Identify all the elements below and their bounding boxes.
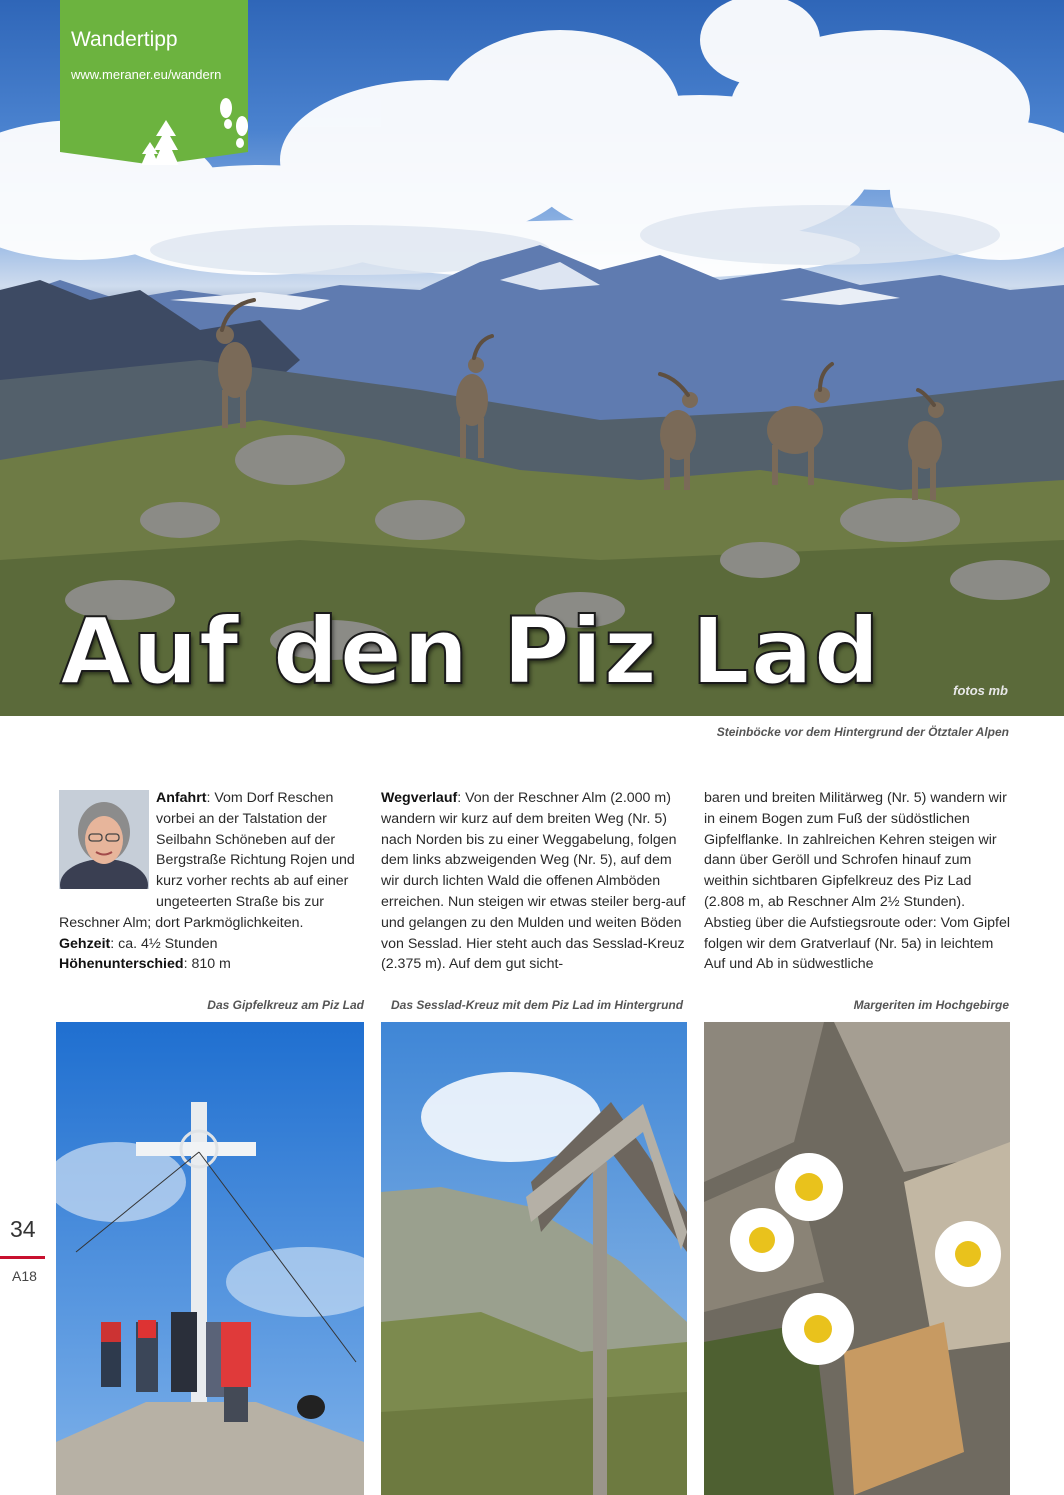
photo-caption-2: Das Sesslad-Kreuz mit dem Piz Lad im Hintergrund (391, 998, 684, 1012)
category-tag (60, 0, 248, 165)
label-hoehenunterschied: Höhenunterschied (59, 956, 184, 973)
page-code: A18 (12, 1268, 37, 1284)
photo-caption-3: Margeriten im Hochgebirge (853, 998, 1009, 1012)
text-wegverlauf: : Von der Reschner Alm (2.000 m) wandern wir kurz auf dem breiten Weg (Nr. 5) nach Norden bis zu einer Weggabelung, folgen dem links abzweigenden Weg (Nr. 5), auf dem wir durch lichten Wald die offenen Almböden erreichen. Nun steigen wir etwas steiler berg-auf und gelangen zu den Mulden und weiten Böden von Sesslad. Hier steht auch das Sesslad-Kreuz (2.375 m). Auf dem gut sicht- (381, 790, 686, 973)
text-anfahrt: : Vom Dorf Reschen vorbei an der Talstation der Seilbahn Schöneben auf der Bergstraße Richtung Rojen und kurz vorher rechts ab auf einer ungeteerten Straße bis zur Reschner Alm; dort Parkmöglichkeiten. (59, 790, 355, 931)
article-column-1 (59, 788, 369, 975)
category-title: Wandertipp (71, 28, 178, 51)
article-title: Auf den Piz Lad (60, 598, 881, 705)
label-anfahrt: Anfahrt (156, 790, 207, 806)
text-hoehenunterschied: : 810 m (183, 956, 231, 973)
paragraph-wegverlauf (381, 788, 689, 975)
paragraph-continuation: baren und breiten Militärweg (Nr. 5) wandern wir in einem Bogen zum Fuß der südöstlichen Gipfelflanke. In zahlreichen Kehren steigen wir dann über Geröll und Schrofen hinauf zum weithin sichtbaren Gipfelkreuz des Piz Lad (2.808 m, ab Reschner Alm 2½ Stunden). Abstieg über die Aufstiegsroute oder: Vom Gipfel folgen wir dem Gratverlauf (Nr. 5a) in leichtem Auf und Ab in südwestliche (704, 790, 1010, 973)
page-accent-bar (0, 1256, 45, 1259)
photo-sesslad-cross (381, 1022, 687, 1495)
text-gehzeit: : ca. 4½ Stunden (110, 935, 218, 952)
hero-caption: Steinböcke vor dem Hintergrund der Ötztaler Alpen (716, 725, 1009, 739)
category-url[interactable]: www.meraner.eu/wandern (71, 67, 222, 82)
label-gehzeit: Gehzeit (59, 935, 111, 952)
photo-credit: fotos mb (953, 683, 1008, 698)
article-column-3 (704, 788, 1014, 975)
page-number: 34 (10, 1216, 36, 1242)
label-wegverlauf: Wegverlauf (381, 790, 458, 806)
photo-caption-1: Das Gipfelkreuz am Piz Lad (207, 998, 364, 1012)
paragraph-gehzeit (59, 934, 369, 955)
photo-summit-cross (56, 1022, 364, 1495)
article-column-2 (381, 788, 689, 975)
photo-daisies (704, 1022, 1010, 1495)
paragraph-hoehenunterschied (59, 954, 369, 975)
